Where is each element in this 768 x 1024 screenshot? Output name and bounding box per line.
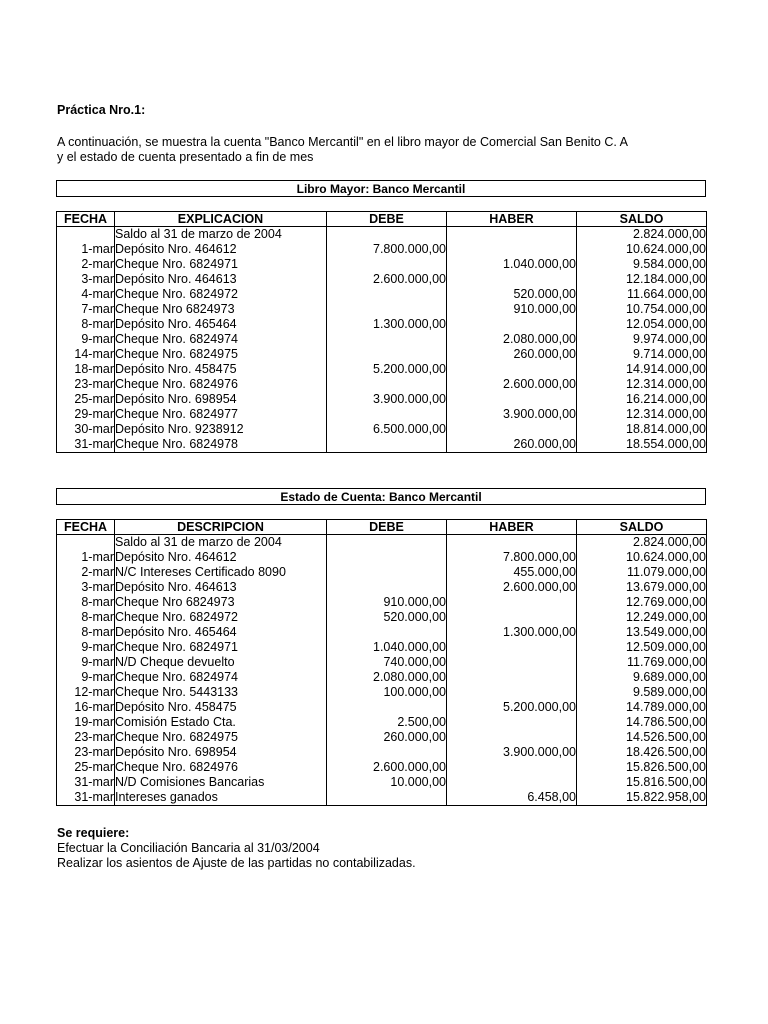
table-row: [57, 610, 707, 625]
cell-saldo: 16.214.000,00: [577, 392, 707, 407]
cell-fecha: 23-mar: [57, 745, 115, 760]
cell-description: Cheque Nro. 6824976: [115, 377, 327, 392]
cell-fecha: 23-mar: [57, 730, 115, 745]
table-row: [57, 362, 707, 377]
cell-haber: [447, 595, 577, 610]
cell-description: Cheque Nro 6824973: [115, 595, 327, 610]
cell-description: N/C Intereses Certificado 8090: [115, 565, 327, 580]
cell-debe: 260.000,00: [327, 730, 447, 745]
table-row: [57, 745, 707, 760]
cell-debe: [327, 535, 447, 551]
cell-description: Cheque Nro. 6824974: [115, 670, 327, 685]
cell-saldo: 12.054.000,00: [577, 317, 707, 332]
cell-description: Cheque Nro 6824973: [115, 302, 327, 317]
estado-cuenta-table: [56, 519, 707, 806]
table-row: [57, 242, 707, 257]
cell-fecha: 19-mar: [57, 715, 115, 730]
cell-debe: [327, 790, 447, 806]
cell-description: Cheque Nro. 5443133: [115, 685, 327, 700]
cell-debe: [327, 347, 447, 362]
column-header-fecha: FECHA: [57, 520, 115, 535]
cell-description: Depósito Nro. 698954: [115, 392, 327, 407]
intro-line-1: A continuación, se muestra la cuenta "Banco Mercantil" en el libro mayor de Comercial San Benito C. A: [57, 135, 628, 149]
cell-saldo: 14.786.500,00: [577, 715, 707, 730]
cell-haber: [447, 730, 577, 745]
cell-fecha: 9-mar: [57, 655, 115, 670]
cell-description: Depósito Nro. 458475: [115, 362, 327, 377]
table-row: [57, 595, 707, 610]
cell-saldo: 2.824.000,00: [577, 227, 707, 243]
column-header-fecha: FECHA: [57, 212, 115, 227]
cell-saldo: 14.526.500,00: [577, 730, 707, 745]
intro-line-2: y el estado de cuenta presentado a fin de mes: [57, 150, 314, 164]
practice-title: Práctica Nro.1:: [57, 103, 146, 117]
table-row: [57, 332, 707, 347]
cell-fecha: 14-mar: [57, 347, 115, 362]
cell-fecha: 3-mar: [57, 580, 115, 595]
cell-debe: 7.800.000,00: [327, 242, 447, 257]
cell-fecha: 1-mar: [57, 242, 115, 257]
cell-fecha: 31-mar: [57, 775, 115, 790]
cell-saldo: 15.826.500,00: [577, 760, 707, 775]
cell-haber: [447, 242, 577, 257]
cell-fecha: 8-mar: [57, 317, 115, 332]
cell-haber: [447, 535, 577, 551]
column-header-descripcion: DESCRIPCION: [115, 520, 327, 535]
cell-debe: 100.000,00: [327, 685, 447, 700]
cell-haber: 2.080.000,00: [447, 332, 577, 347]
table-row: [57, 640, 707, 655]
table-row: [57, 580, 707, 595]
cell-debe: 2.500,00: [327, 715, 447, 730]
cell-fecha: 2-mar: [57, 257, 115, 272]
cell-saldo: 11.769.000,00: [577, 655, 707, 670]
table-row: [57, 790, 707, 806]
cell-haber: [447, 392, 577, 407]
cell-debe: [327, 565, 447, 580]
table-row: [57, 227, 707, 243]
cell-debe: [327, 437, 447, 453]
cell-description: Depósito Nro. 464613: [115, 272, 327, 287]
column-header-saldo: SALDO: [577, 520, 707, 535]
cell-saldo: 12.769.000,00: [577, 595, 707, 610]
cell-haber: 1.300.000,00: [447, 625, 577, 640]
cell-haber: 3.900.000,00: [447, 407, 577, 422]
cell-debe: 910.000,00: [327, 595, 447, 610]
cell-debe: 2.080.000,00: [327, 670, 447, 685]
table-row: [57, 377, 707, 392]
cell-saldo: 15.822.958,00: [577, 790, 707, 806]
cell-saldo: 11.664.000,00: [577, 287, 707, 302]
cell-debe: [327, 580, 447, 595]
cell-description: N/D Cheque devuelto: [115, 655, 327, 670]
cell-description: Depósito Nro. 458475: [115, 700, 327, 715]
cell-haber: [447, 640, 577, 655]
cell-debe: [327, 625, 447, 640]
cell-haber: 2.600.000,00: [447, 580, 577, 595]
table-row: [57, 715, 707, 730]
cell-fecha: 31-mar: [57, 790, 115, 806]
cell-debe: [327, 745, 447, 760]
column-header-debe: DEBE: [327, 520, 447, 535]
cell-fecha: 12-mar: [57, 685, 115, 700]
requirement-line-2: Realizar los asientos de Ajuste de las partidas no contabilizadas.: [57, 856, 416, 870]
cell-description: Comisión Estado Cta.: [115, 715, 327, 730]
cell-description: Saldo al 31 de marzo de 2004: [115, 227, 327, 243]
cell-haber: [447, 272, 577, 287]
cell-saldo: 10.624.000,00: [577, 242, 707, 257]
table-row: [57, 317, 707, 332]
cell-fecha: 23-mar: [57, 377, 115, 392]
table-row: [57, 392, 707, 407]
cell-fecha: 31-mar: [57, 437, 115, 453]
cell-description: Cheque Nro. 6824971: [115, 640, 327, 655]
table-row: [57, 760, 707, 775]
cell-saldo: 14.914.000,00: [577, 362, 707, 377]
cell-haber: 6.458,00: [447, 790, 577, 806]
cell-saldo: 12.314.000,00: [577, 407, 707, 422]
cell-haber: [447, 610, 577, 625]
cell-haber: [447, 227, 577, 243]
cell-haber: 1.040.000,00: [447, 257, 577, 272]
cell-description: Cheque Nro. 6824972: [115, 287, 327, 302]
cell-description: Cheque Nro. 6824977: [115, 407, 327, 422]
cell-fecha: 29-mar: [57, 407, 115, 422]
cell-debe: [327, 332, 447, 347]
cell-debe: 10.000,00: [327, 775, 447, 790]
cell-saldo: 13.679.000,00: [577, 580, 707, 595]
cell-fecha: 1-mar: [57, 550, 115, 565]
table-row: [57, 422, 707, 437]
cell-description: Depósito Nro. 698954: [115, 745, 327, 760]
cell-haber: 3.900.000,00: [447, 745, 577, 760]
table-header-row: [57, 212, 707, 227]
cell-fecha: 16-mar: [57, 700, 115, 715]
cell-fecha: [57, 227, 115, 243]
table-row: [57, 272, 707, 287]
cell-haber: [447, 685, 577, 700]
cell-saldo: 10.624.000,00: [577, 550, 707, 565]
table-row: [57, 407, 707, 422]
cell-haber: 2.600.000,00: [447, 377, 577, 392]
table-row: [57, 565, 707, 580]
table-header-row: [57, 520, 707, 535]
table-row: [57, 730, 707, 745]
cell-debe: 740.000,00: [327, 655, 447, 670]
cell-description: Cheque Nro. 6824971: [115, 257, 327, 272]
cell-saldo: 18.554.000,00: [577, 437, 707, 453]
table-row: [57, 670, 707, 685]
table-row: [57, 347, 707, 362]
table-row: [57, 700, 707, 715]
cell-haber: [447, 422, 577, 437]
cell-saldo: 12.314.000,00: [577, 377, 707, 392]
cell-description: Depósito Nro. 464612: [115, 242, 327, 257]
cell-debe: 2.600.000,00: [327, 272, 447, 287]
cell-saldo: 9.584.000,00: [577, 257, 707, 272]
cell-description: Cheque Nro. 6824975: [115, 347, 327, 362]
cell-description: Cheque Nro. 6824974: [115, 332, 327, 347]
cell-haber: 455.000,00: [447, 565, 577, 580]
cell-description: Cheque Nro. 6824972: [115, 610, 327, 625]
column-header-haber: HABER: [447, 212, 577, 227]
cell-haber: 5.200.000,00: [447, 700, 577, 715]
cell-fecha: [57, 535, 115, 551]
cell-description: Cheque Nro. 6824978: [115, 437, 327, 453]
cell-haber: 260.000,00: [447, 437, 577, 453]
cell-debe: [327, 287, 447, 302]
cell-fecha: 9-mar: [57, 332, 115, 347]
cell-fecha: 9-mar: [57, 670, 115, 685]
table-row: [57, 287, 707, 302]
column-header-explicacion: EXPLICACION: [115, 212, 327, 227]
cell-description: Depósito Nro. 464613: [115, 580, 327, 595]
column-header-haber: HABER: [447, 520, 577, 535]
cell-debe: 6.500.000,00: [327, 422, 447, 437]
table-row: [57, 550, 707, 565]
cell-haber: [447, 655, 577, 670]
cell-debe: [327, 700, 447, 715]
cell-debe: [327, 302, 447, 317]
cell-saldo: 9.689.000,00: [577, 670, 707, 685]
cell-description: Cheque Nro. 6824975: [115, 730, 327, 745]
cell-haber: 520.000,00: [447, 287, 577, 302]
cell-description: Depósito Nro. 465464: [115, 317, 327, 332]
requirement-title: Se requiere:: [57, 826, 130, 840]
cell-description: Intereses ganados: [115, 790, 327, 806]
cell-debe: 1.040.000,00: [327, 640, 447, 655]
cell-description: Cheque Nro. 6824976: [115, 760, 327, 775]
cell-saldo: 18.426.500,00: [577, 745, 707, 760]
cell-debe: [327, 377, 447, 392]
estado-cuenta-title: Estado de Cuenta: Banco Mercantil: [56, 488, 706, 505]
cell-debe: [327, 407, 447, 422]
cell-fecha: 4-mar: [57, 287, 115, 302]
cell-description: Depósito Nro. 9238912: [115, 422, 327, 437]
libro-mayor-table: [56, 211, 707, 453]
table-row: [57, 437, 707, 453]
libro-mayor-title: Libro Mayor: Banco Mercantil: [56, 180, 706, 197]
cell-saldo: 12.184.000,00: [577, 272, 707, 287]
table-row: [57, 535, 707, 551]
cell-haber: 260.000,00: [447, 347, 577, 362]
cell-saldo: 12.509.000,00: [577, 640, 707, 655]
cell-haber: 7.800.000,00: [447, 550, 577, 565]
cell-fecha: 18-mar: [57, 362, 115, 377]
column-header-debe: DEBE: [327, 212, 447, 227]
cell-saldo: 10.754.000,00: [577, 302, 707, 317]
cell-fecha: 30-mar: [57, 422, 115, 437]
cell-fecha: 8-mar: [57, 625, 115, 640]
cell-debe: 2.600.000,00: [327, 760, 447, 775]
cell-haber: [447, 670, 577, 685]
cell-description: N/D Comisiones Bancarias: [115, 775, 327, 790]
cell-fecha: 8-mar: [57, 610, 115, 625]
cell-saldo: 15.816.500,00: [577, 775, 707, 790]
table-row: [57, 302, 707, 317]
cell-haber: [447, 760, 577, 775]
cell-fecha: 7-mar: [57, 302, 115, 317]
cell-fecha: 25-mar: [57, 760, 115, 775]
cell-saldo: 9.974.000,00: [577, 332, 707, 347]
cell-haber: 910.000,00: [447, 302, 577, 317]
cell-haber: [447, 775, 577, 790]
cell-fecha: 2-mar: [57, 565, 115, 580]
cell-debe: [327, 550, 447, 565]
cell-saldo: 9.714.000,00: [577, 347, 707, 362]
column-header-saldo: SALDO: [577, 212, 707, 227]
cell-haber: [447, 317, 577, 332]
cell-description: Saldo al 31 de marzo de 2004: [115, 535, 327, 551]
cell-fecha: 8-mar: [57, 595, 115, 610]
requirement-line-1: Efectuar la Conciliación Bancaria al 31/03/2004: [57, 841, 320, 855]
cell-debe: [327, 257, 447, 272]
cell-debe: 1.300.000,00: [327, 317, 447, 332]
cell-saldo: 13.549.000,00: [577, 625, 707, 640]
cell-description: Depósito Nro. 464612: [115, 550, 327, 565]
cell-fecha: 25-mar: [57, 392, 115, 407]
cell-saldo: 2.824.000,00: [577, 535, 707, 551]
cell-saldo: 9.589.000,00: [577, 685, 707, 700]
cell-debe: 520.000,00: [327, 610, 447, 625]
cell-haber: [447, 715, 577, 730]
table-row: [57, 775, 707, 790]
cell-fecha: 9-mar: [57, 640, 115, 655]
table-row: [57, 625, 707, 640]
cell-description: Depósito Nro. 465464: [115, 625, 327, 640]
cell-haber: [447, 362, 577, 377]
cell-fecha: 3-mar: [57, 272, 115, 287]
cell-saldo: 12.249.000,00: [577, 610, 707, 625]
table-row: [57, 257, 707, 272]
cell-saldo: 11.079.000,00: [577, 565, 707, 580]
table-row: [57, 655, 707, 670]
cell-saldo: 18.814.000,00: [577, 422, 707, 437]
cell-debe: [327, 227, 447, 243]
table-row: [57, 685, 707, 700]
cell-debe: 3.900.000,00: [327, 392, 447, 407]
cell-saldo: 14.789.000,00: [577, 700, 707, 715]
cell-debe: 5.200.000,00: [327, 362, 447, 377]
